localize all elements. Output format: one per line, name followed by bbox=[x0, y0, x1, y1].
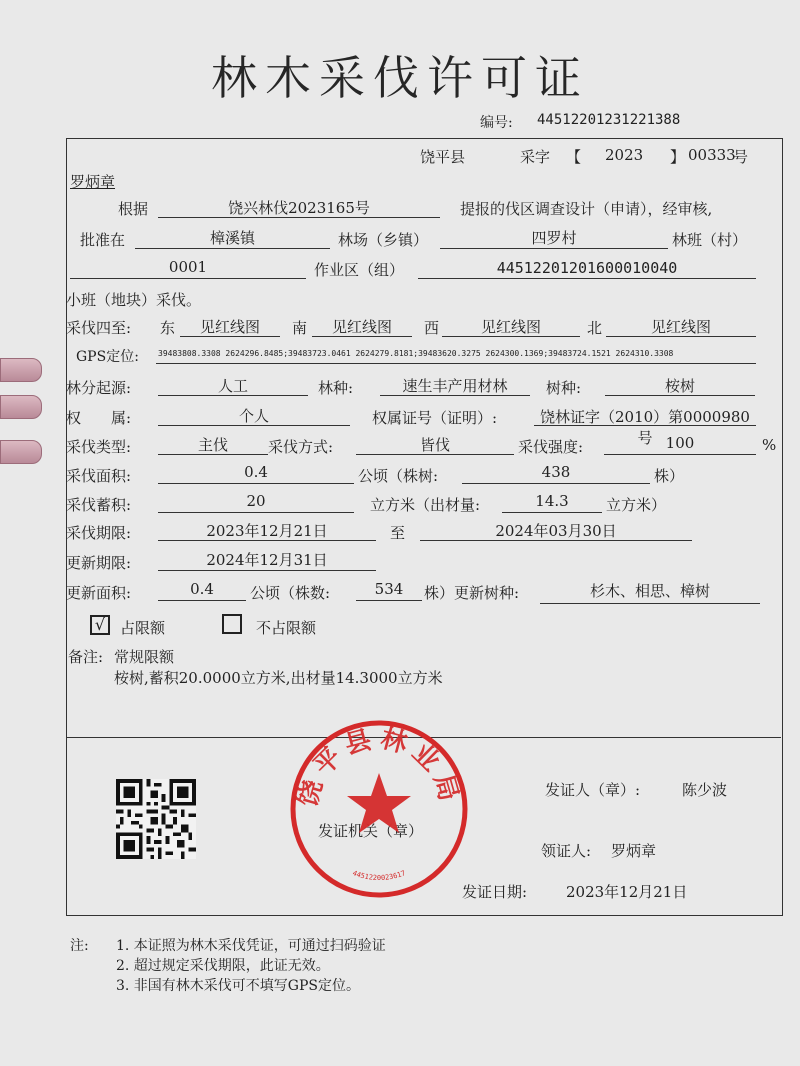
species-label: 树种: bbox=[546, 379, 582, 397]
basis-tail: 提报的伐区调查设计（申请），经审核, bbox=[460, 200, 713, 218]
output-underline bbox=[502, 512, 602, 513]
west-value: 见红线图 bbox=[480, 318, 541, 336]
basis-label: 根据 bbox=[118, 200, 149, 218]
forest-type-label: 林种: bbox=[318, 379, 354, 397]
intensity-value: 100 bbox=[665, 434, 695, 452]
basis-document: 饶兴林伐2023165号 bbox=[228, 199, 370, 217]
percent-sign: % bbox=[762, 436, 777, 454]
source-label: 林分起源: bbox=[66, 379, 132, 397]
serial-label: 编号: bbox=[480, 115, 513, 131]
tree-count: 438 bbox=[541, 463, 571, 481]
seal-text: 饶平县林业局 bbox=[292, 723, 466, 811]
cut-type-label: 采伐类型: bbox=[66, 438, 132, 456]
not-occupy-quota-checkbox[interactable] bbox=[222, 614, 242, 634]
volume-value: 20 bbox=[246, 492, 266, 510]
remark-line-1: 常规限额 bbox=[114, 648, 175, 666]
zone-value: 44512201201600010040 bbox=[496, 259, 678, 277]
area-unit: 公顷（株树: bbox=[358, 467, 439, 485]
occupy-quota-label: 占限额 bbox=[120, 619, 166, 637]
tree-count-underline bbox=[462, 483, 650, 484]
zone-value-underline bbox=[418, 278, 756, 279]
west-underline bbox=[442, 336, 580, 337]
cut-way-underline bbox=[356, 454, 514, 455]
south-label: 南 bbox=[292, 319, 308, 337]
note-item-1: 1. 本证照为林木采伐凭证，可通过扫码验证 bbox=[116, 938, 386, 954]
period-to: 至 bbox=[390, 524, 406, 542]
authority-label: 发证机关（章） bbox=[318, 822, 424, 840]
west-label: 西 bbox=[424, 319, 440, 337]
note-item-2: 2. 超过规定采伐期限，此证无效。 bbox=[116, 958, 330, 974]
renew-period-underline bbox=[158, 570, 376, 571]
county: 饶平县 bbox=[420, 148, 466, 166]
approve-town: 樟溪镇 bbox=[209, 229, 255, 247]
svg-text:4451220023617 bbox=[351, 869, 406, 882]
intensity-underline bbox=[604, 454, 756, 455]
zone-label: 作业区（组） bbox=[314, 261, 405, 279]
permit-number: 00333 bbox=[688, 146, 736, 164]
binder-clip bbox=[0, 358, 42, 382]
east-label: 东 bbox=[160, 319, 176, 337]
ownership-value: 个人 bbox=[238, 407, 269, 425]
species-underline bbox=[605, 395, 755, 396]
cert-label: 权属证号（证明）: bbox=[372, 409, 498, 427]
renew-area-label: 更新面积: bbox=[66, 584, 132, 602]
approve-village: 四罗村 bbox=[531, 229, 577, 247]
south-underline bbox=[312, 336, 412, 337]
output-unit: 立方米） bbox=[606, 496, 667, 514]
town-underline bbox=[135, 248, 330, 249]
notes-label: 注: bbox=[70, 938, 89, 954]
area-underline bbox=[158, 483, 354, 484]
boundary-label: 采伐四至: bbox=[66, 319, 132, 337]
north-label: 北 bbox=[587, 319, 603, 337]
permit-year: 2023 bbox=[605, 146, 644, 164]
period-start: 2023年12月21日 bbox=[206, 522, 328, 540]
tree-unit: 株） bbox=[654, 467, 685, 485]
north-value: 见红线图 bbox=[650, 318, 711, 336]
applicant-name: 罗炳章 bbox=[70, 173, 116, 191]
renew-period-label: 更新期限: bbox=[66, 554, 132, 572]
forest-type-value: 速生丰产用材林 bbox=[402, 377, 508, 395]
cut-way-value: 皆伐 bbox=[419, 436, 450, 454]
note-item-3: 3. 非国有林木采伐可不填写GPS定位。 bbox=[116, 978, 361, 994]
cert-value: 饶林证字（2010）第0000980号 bbox=[540, 408, 750, 447]
cut-type-underline bbox=[158, 454, 268, 455]
area-label: 采伐面积: bbox=[66, 467, 132, 485]
renew-area-value: 0.4 bbox=[190, 580, 214, 598]
volume-unit: 立方米（出材量: bbox=[370, 496, 481, 514]
intensity-label: 采伐强度: bbox=[518, 438, 584, 456]
volume-underline bbox=[158, 512, 354, 513]
ban-label: 林班（村） bbox=[672, 231, 748, 249]
volume-label: 采伐蓄积: bbox=[66, 496, 132, 514]
not-occupy-quota-label: 不占限额 bbox=[256, 619, 317, 637]
output-value: 14.3 bbox=[535, 492, 569, 510]
remark-label: 备注: bbox=[68, 648, 104, 666]
document-title: 林木采伐许可证 bbox=[211, 51, 589, 105]
gps-value: 39483808.3308 2624296.8485;39483723.0461 2624279.8181;39483620.3275 2624300.1369;39483724.1521 2624310.3308 bbox=[158, 349, 674, 358]
permit-hao: 号 bbox=[733, 148, 749, 166]
period-start-underline bbox=[158, 540, 376, 541]
east-underline bbox=[180, 336, 280, 337]
basis-underline bbox=[158, 217, 440, 218]
renew-count: 534 bbox=[374, 580, 404, 598]
cut-way-label: 采伐方式: bbox=[268, 438, 334, 456]
xiaoban-text: 小班（地块）采伐。 bbox=[66, 291, 202, 309]
qr-code-icon[interactable] bbox=[116, 776, 196, 862]
issue-date-label: 发证日期: bbox=[462, 883, 528, 901]
issuer-label: 发证人（章）: bbox=[545, 781, 641, 799]
zone-code-underline bbox=[70, 278, 306, 279]
approve-label: 批准在 bbox=[80, 231, 126, 249]
renew-period-value: 2024年12月31日 bbox=[206, 551, 328, 569]
renew-area-unit: 公顷（株数: bbox=[250, 584, 331, 602]
bracket-close: 】 bbox=[670, 148, 686, 166]
gps-underline bbox=[156, 363, 756, 364]
ownership-label: 权 属: bbox=[66, 409, 132, 427]
north-underline bbox=[606, 336, 756, 337]
east-value: 见红线图 bbox=[199, 318, 260, 336]
occupy-quota-checkbox[interactable]: √ bbox=[90, 615, 110, 635]
area-value: 0.4 bbox=[244, 463, 268, 481]
binder-clip bbox=[0, 395, 42, 419]
gps-label: GPS定位: bbox=[76, 349, 139, 365]
cut-type-value: 主伐 bbox=[197, 436, 228, 454]
species-value: 桉树 bbox=[664, 377, 695, 395]
binder-clip bbox=[0, 440, 42, 464]
forest-type-underline bbox=[380, 395, 530, 396]
bracket-open: 【 bbox=[566, 148, 582, 166]
south-value: 见红线图 bbox=[331, 318, 392, 336]
source-value: 人工 bbox=[217, 377, 248, 395]
zone-code: 0001 bbox=[168, 258, 208, 276]
remark-line-2: 桉树,蓄积20.0000立方米,出材量14.3000立方米 bbox=[114, 669, 443, 687]
permit-type: 采字 bbox=[520, 148, 551, 166]
renew-species: 杉木、相思、樟树 bbox=[589, 582, 710, 600]
period-end: 2024年03月30日 bbox=[495, 522, 617, 540]
serial-number: 44512201231221388 bbox=[537, 112, 681, 128]
source-underline bbox=[158, 395, 308, 396]
period-label: 采伐期限: bbox=[66, 524, 132, 542]
issuer-name: 陈少波 bbox=[682, 781, 728, 799]
issue-date-value: 2023年12月21日 bbox=[566, 883, 688, 901]
official-seal-icon bbox=[288, 718, 470, 900]
receiver-label: 领证人: bbox=[541, 842, 592, 860]
ownership-underline bbox=[158, 425, 350, 426]
period-end-underline bbox=[420, 540, 692, 541]
renew-species-underline bbox=[540, 603, 760, 604]
renew-area-underline bbox=[158, 600, 246, 601]
seal-code: 4451220023617 bbox=[351, 869, 407, 883]
receiver-name: 罗炳章 bbox=[611, 842, 657, 860]
cert-underline bbox=[534, 425, 756, 426]
renew-count-underline bbox=[356, 600, 422, 601]
renew-count-unit: 株）更新树种: bbox=[424, 584, 520, 602]
farm-label: 林场（乡镇） bbox=[338, 231, 429, 249]
village-underline bbox=[440, 248, 668, 249]
